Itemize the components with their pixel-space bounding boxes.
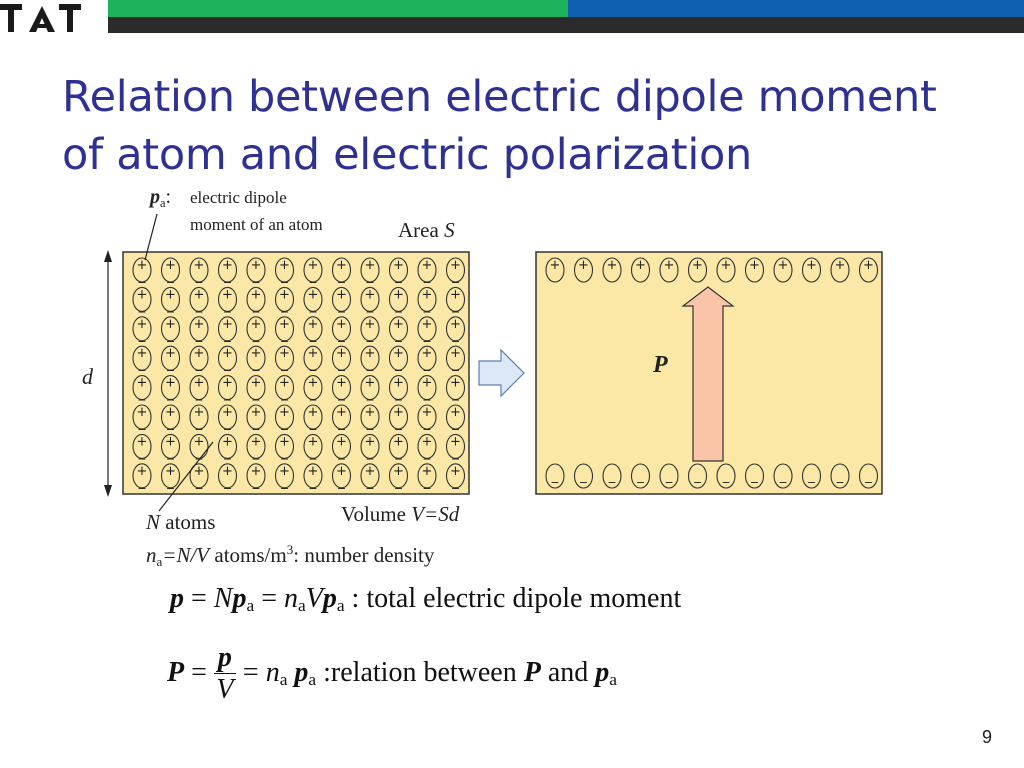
svg-text:+: + [777,258,789,273]
svg-text:+: + [834,258,846,273]
svg-text:+: + [222,258,233,273]
svg-text:+: + [222,405,233,420]
negative-surface-charge [831,464,849,488]
svg-text:_: _ [224,298,231,314]
svg-text:_: _ [366,269,374,284]
svg-text:_: _ [452,386,459,402]
svg-text:+: + [393,316,404,332]
svg-text:+: + [250,346,262,362]
svg-text:_: _ [309,416,317,431]
svg-text:+: + [393,346,404,362]
svg-text:_: _ [309,357,317,373]
svg-text:_: _ [452,445,459,461]
svg-text:_: _ [338,269,345,284]
svg-text:_: _ [138,445,146,461]
svg-text:_: _ [252,445,260,461]
negative-surface-charge [689,464,707,488]
svg-text:_: _ [138,386,146,402]
svg-text:_: _ [423,416,431,431]
svg-text:+: + [364,463,376,479]
svg-text:_: _ [195,298,203,314]
positive-surface-charge [860,258,878,282]
svg-text:_: _ [366,298,374,314]
svg-text:_: _ [167,474,174,490]
svg-text:_: _ [281,357,288,373]
svg-text:_: _ [195,445,203,461]
svg-text:+: + [336,287,347,303]
svg-text:_: _ [395,445,402,461]
pa-label: $p_a$: [150,186,172,210]
negative-surface-charge [603,464,621,488]
svg-text:_: _ [138,327,146,343]
svg-text:+: + [450,463,461,479]
svg-text:_: _ [138,416,146,431]
svg-text:_: _ [309,327,317,343]
total-dipole-equation: $p = Np_a = n_aVp_a$ : total electric dipole moment [170,583,682,615]
svg-text:_: _ [779,469,787,484]
svg-text:+: + [222,375,233,391]
svg-text:_: _ [452,269,459,284]
svg-text:_: _ [694,469,701,484]
slide-title-line1: Relation between electric dipole moment [62,72,937,122]
svg-text:+: + [250,434,262,450]
positive-surface-charge [746,258,764,282]
polarization-label: P [653,352,668,378]
svg-text:+: + [393,375,404,391]
svg-text:+: + [450,405,461,420]
svg-text:_: _ [138,474,146,490]
svg-text:+: + [136,434,148,450]
svg-text:_: _ [167,357,174,373]
area-label: Area S [398,218,455,242]
svg-text:_: _ [366,445,374,461]
svg-text:+: + [364,434,376,450]
polarization-relation-equation: P = $\frac{p}{V}$ = $n_a$ $p_a$ :relation between P and $p_a$ [167,642,617,705]
svg-text:+: + [279,434,290,450]
svg-text:_: _ [423,474,431,490]
transition-arrow [479,350,524,396]
svg-text:+: + [393,405,404,420]
svg-text:+: + [279,375,290,391]
negative-surface-charge [746,464,764,488]
svg-text:+: + [193,258,205,273]
svg-text:_: _ [395,416,402,431]
svg-text:_: _ [366,386,374,402]
svg-text:_: _ [551,469,559,484]
svg-text:_: _ [452,474,459,490]
svg-text:_: _ [224,269,231,284]
svg-text:+: + [450,434,461,450]
negative-surface-charge [660,464,678,488]
page-number: 9 [981,727,992,747]
svg-text:_: _ [665,469,673,484]
svg-text:+: + [136,463,148,479]
svg-text:_: _ [281,327,288,343]
svg-text:_: _ [281,298,288,314]
svg-text:+: + [165,346,176,362]
svg-text:_: _ [195,269,203,284]
svg-text:+: + [364,258,376,273]
svg-text:+: + [279,463,290,479]
svg-text:_: _ [309,445,317,461]
svg-text:_: _ [836,469,844,484]
svg-text:+: + [863,258,874,273]
svg-text:_: _ [138,269,146,284]
svg-text:_: _ [309,386,317,402]
svg-text:+: + [393,287,404,303]
svg-text:_: _ [608,469,616,484]
svg-text:_: _ [252,269,260,284]
svg-text:_: _ [395,357,402,373]
svg-text:_: _ [423,357,431,373]
svg-text:_: _ [580,469,587,484]
svg-text:_: _ [224,474,231,490]
svg-text:+: + [279,258,290,273]
svg-text:_: _ [423,327,431,343]
slide-title-line2: of atom and electric polarization [62,130,752,180]
svg-text:_: _ [309,474,317,490]
svg-text:+: + [421,316,433,332]
number-density-label: $n_a=N/V$ atoms/$m^3$: number density [146,542,435,569]
svg-text:_: _ [865,469,872,484]
svg-text:_: _ [452,416,459,431]
svg-text:+: + [250,258,262,273]
svg-text:+: + [364,346,376,362]
svg-text:+: + [663,258,675,273]
svg-text:_: _ [338,416,345,431]
svg-text:_: _ [338,298,345,314]
svg-text:_: _ [395,269,402,284]
svg-text:+: + [165,405,176,420]
positive-surface-charge [632,258,650,282]
svg-text:+: + [250,316,262,332]
svg-text:+: + [450,287,461,303]
svg-text:+: + [307,287,319,303]
svg-text:_: _ [637,469,644,484]
svg-text:_: _ [395,474,402,490]
svg-text:_: _ [366,357,374,373]
svg-text:+: + [450,258,461,273]
svg-text:_: _ [252,327,260,343]
svg-text:+: + [279,405,290,420]
svg-text:+: + [165,316,176,332]
positive-surface-charge [689,258,707,282]
positive-surface-charge [831,258,849,282]
negative-surface-charge [774,464,792,488]
svg-text:_: _ [167,298,174,314]
svg-text:_: _ [167,386,174,402]
svg-text:+: + [222,316,233,332]
svg-text:+: + [393,434,404,450]
svg-text:+: + [307,434,319,450]
svg-text:_: _ [167,416,174,431]
svg-text:+: + [578,258,589,273]
svg-text:+: + [279,346,290,362]
svg-text:+: + [165,287,176,303]
svg-text:_: _ [338,474,345,490]
svg-text:+: + [549,258,561,273]
svg-text:_: _ [366,474,374,490]
svg-text:_: _ [281,269,288,284]
svg-text:_: _ [423,386,431,402]
svg-text:+: + [692,258,703,273]
svg-text:+: + [364,405,376,420]
svg-text:_: _ [138,298,146,314]
svg-text:+: + [364,287,376,303]
svg-text:+: + [307,405,319,420]
svg-text:_: _ [309,269,317,284]
svg-text:_: _ [195,386,203,402]
svg-text:_: _ [395,386,402,402]
svg-text:_: _ [281,474,288,490]
svg-text:_: _ [395,327,402,343]
negative-surface-charge [860,464,878,488]
svg-text:+: + [393,463,404,479]
positive-surface-charge [803,258,821,282]
svg-text:+: + [136,258,148,273]
svg-text:_: _ [224,386,231,402]
svg-text:+: + [749,258,760,273]
svg-text:+: + [193,405,205,420]
svg-text:+: + [336,434,347,450]
svg-text:+: + [450,316,461,332]
svg-text:_: _ [452,298,459,314]
svg-text:+: + [193,287,205,303]
svg-text:+: + [421,375,433,391]
svg-text:+: + [136,287,148,303]
svg-text:+: + [421,463,433,479]
svg-text:+: + [336,258,347,273]
svg-text:_: _ [338,445,345,461]
positive-surface-charge [603,258,621,282]
svg-text:+: + [222,463,233,479]
svg-text:+: + [193,316,205,332]
volume-label: Volume V=Sd [341,502,460,526]
relation-description: :relation between [323,656,517,688]
svg-text:_: _ [722,469,730,484]
positive-surface-charge [774,258,792,282]
svg-text:+: + [222,434,233,450]
svg-text:+: + [393,258,404,273]
svg-text:+: + [250,375,262,391]
svg-text:+: + [250,287,262,303]
svg-text:+: + [307,375,319,391]
svg-text:_: _ [252,474,260,490]
svg-text:+: + [222,346,233,362]
svg-text:_: _ [167,269,174,284]
svg-text:+: + [222,287,233,303]
svg-text:+: + [165,258,176,273]
svg-text:_: _ [366,416,374,431]
svg-text:_: _ [808,469,815,484]
thickness-label: d [82,364,93,389]
pa-description-line2: moment of an atom [190,215,323,234]
svg-text:+: + [250,405,262,420]
negative-surface-charge [575,464,593,488]
svg-text:+: + [364,316,376,332]
svg-text:+: + [606,258,618,273]
svg-text:+: + [421,287,433,303]
dipole-per-volume-fraction: $\frac{p}{V}$ [214,643,236,706]
negative-surface-charge [717,464,735,488]
svg-text:+: + [421,434,433,450]
svg-text:_: _ [167,445,174,461]
svg-text:+: + [307,258,319,273]
svg-text:+: + [450,346,461,362]
svg-text:+: + [136,405,148,420]
svg-text:+: + [279,287,290,303]
svg-text:_: _ [138,357,146,373]
svg-text:_: _ [252,416,260,431]
svg-text:+: + [307,316,319,332]
positive-surface-charge [717,258,735,282]
svg-text:+: + [450,375,461,391]
svg-text:+: + [193,346,205,362]
svg-text:_: _ [338,357,345,373]
svg-text:+: + [336,375,347,391]
svg-text:_: _ [224,445,231,461]
svg-text:+: + [336,463,347,479]
svg-text:_: _ [423,445,431,461]
svg-text:_: _ [338,327,345,343]
svg-text:+: + [136,346,148,362]
svg-text:+: + [635,258,646,273]
svg-text:+: + [193,375,205,391]
pa-description-line1: electric dipole [190,188,287,207]
svg-text:+: + [307,463,319,479]
svg-text:+: + [165,434,176,450]
svg-text:_: _ [252,298,260,314]
negative-surface-charge [632,464,650,488]
negative-surface-charge [803,464,821,488]
svg-text:+: + [165,463,176,479]
positive-surface-charge [575,258,593,282]
total-dipole-description: : total electric dipole moment [351,583,682,614]
svg-text:+: + [364,375,376,391]
svg-text:_: _ [338,386,345,402]
svg-text:_: _ [751,469,758,484]
svg-text:_: _ [195,357,203,373]
svg-text:+: + [336,405,347,420]
atoms-count-label: N atoms [146,510,216,534]
svg-text:_: _ [167,327,174,343]
svg-text:_: _ [224,357,231,373]
svg-text:_: _ [423,269,431,284]
svg-text:+: + [193,463,205,479]
svg-text:+: + [165,375,176,391]
svg-text:_: _ [452,327,459,343]
svg-text:+: + [136,316,148,332]
svg-text:+: + [421,258,433,273]
svg-text:+: + [136,375,148,391]
svg-text:_: _ [395,298,402,314]
positive-surface-charge [660,258,678,282]
svg-text:+: + [193,434,205,450]
svg-text:+: + [336,346,347,362]
svg-text:+: + [279,316,290,332]
svg-text:_: _ [452,357,459,373]
svg-text:+: + [307,346,319,362]
svg-text:+: + [720,258,732,273]
svg-text:_: _ [195,474,203,490]
svg-text:+: + [421,405,433,420]
svg-text:_: _ [224,416,231,431]
svg-text:+: + [250,463,262,479]
svg-text:_: _ [281,445,288,461]
negative-surface-charge [546,464,564,488]
svg-text:_: _ [195,416,203,431]
svg-text:+: + [806,258,817,273]
positive-surface-charge [546,258,564,282]
svg-text:_: _ [423,298,431,314]
svg-text:_: _ [366,327,374,343]
svg-text:_: _ [195,327,203,343]
svg-text:_: _ [252,357,260,373]
svg-text:+: + [421,346,433,362]
svg-text:+: + [336,316,347,332]
svg-text:_: _ [252,386,260,402]
svg-text:_: _ [281,386,288,402]
svg-text:_: _ [281,416,288,431]
svg-text:_: _ [309,298,317,314]
svg-text:_: _ [224,327,231,343]
